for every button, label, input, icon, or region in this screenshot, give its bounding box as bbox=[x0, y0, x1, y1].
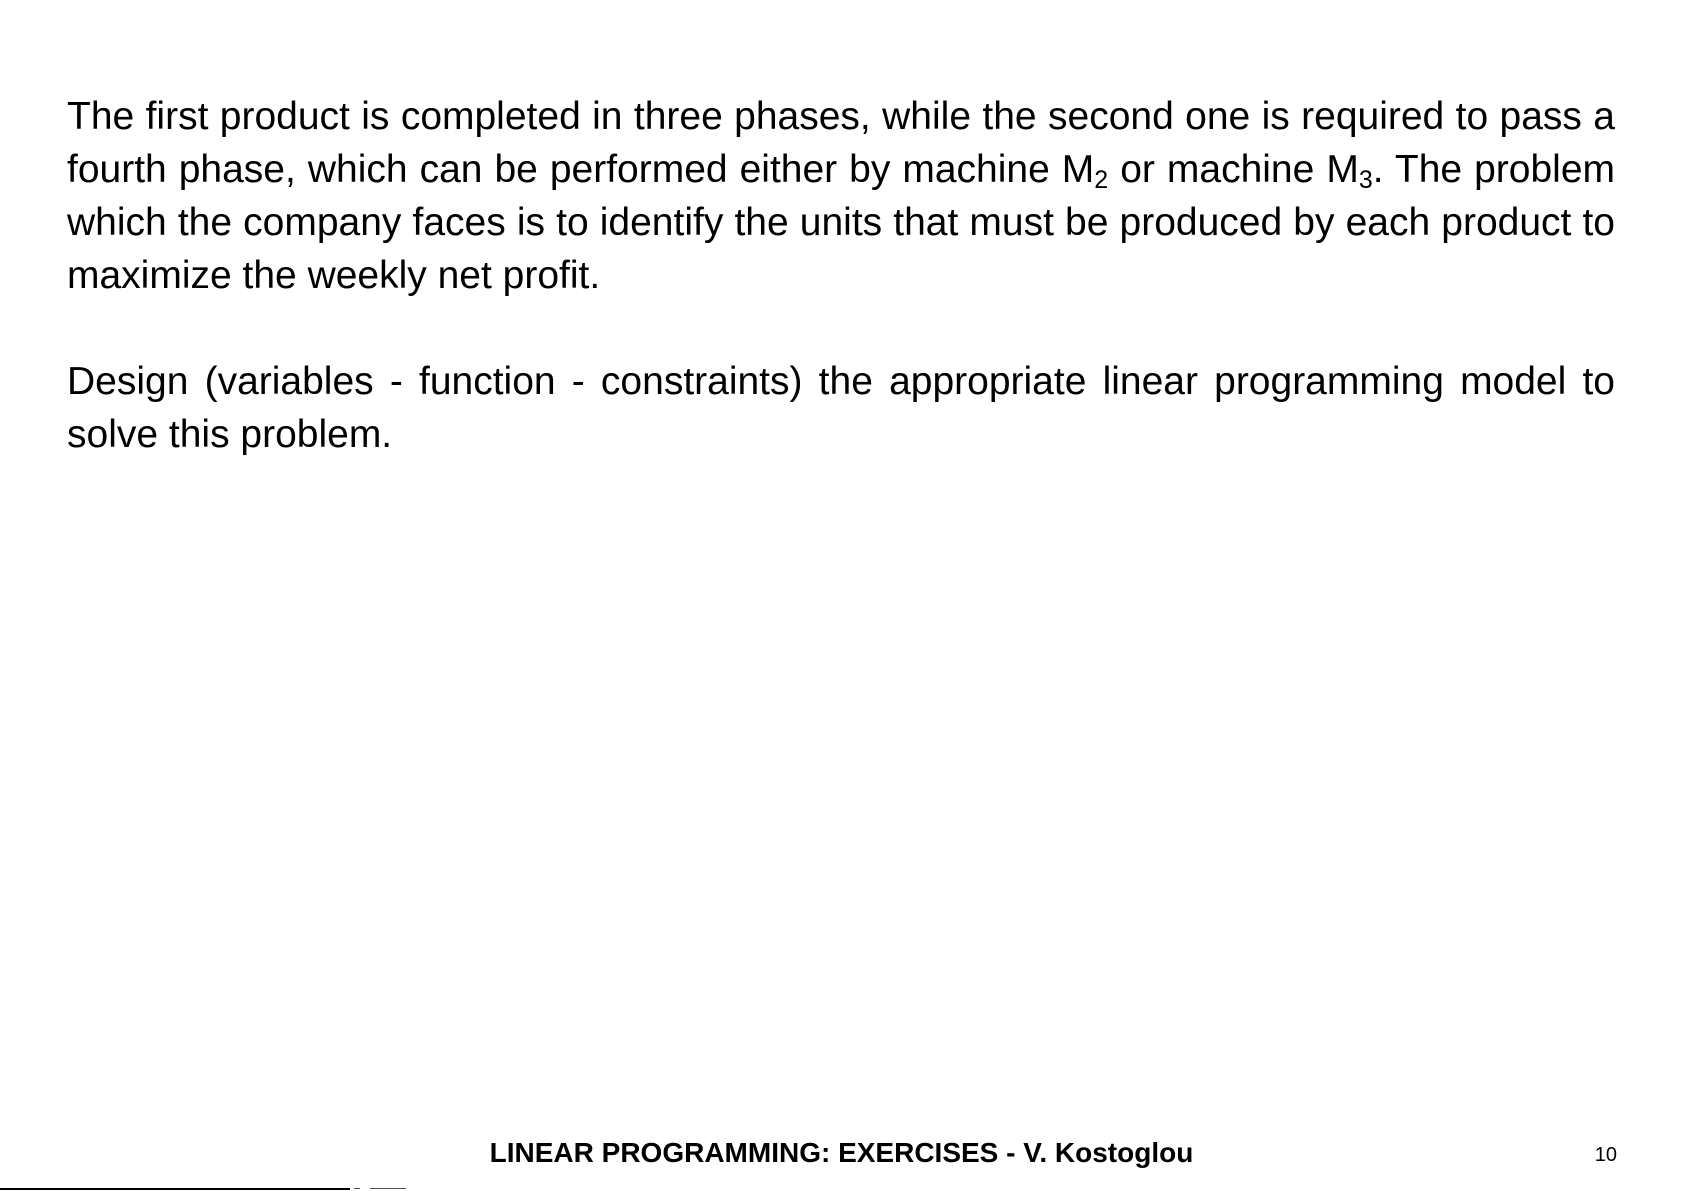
subscript-machine-3: 3 bbox=[1358, 166, 1373, 194]
paragraph-text-part-1: The first product is completed in three phases, while the second one is required to pass a fourth phase, which can be performed either by machine M bbox=[67, 95, 1615, 191]
task-instruction-paragraph: Design (variables - function - constraints) the appropriate linear programming model to solve this problem. bbox=[67, 360, 1615, 456]
slide-body bbox=[67, 90, 1615, 461]
page-number: 10 bbox=[1594, 1144, 1617, 1166]
paragraph-text-part-3: . The problem which the company faces is to identify the units that must be produced by each product to maximize the weekly net profit. bbox=[67, 148, 1615, 297]
footer-divider-mark bbox=[354, 1188, 360, 1189]
problem-description-paragraph bbox=[67, 90, 1615, 302]
footer-divider bbox=[0, 1188, 350, 1190]
footer-divider-mark bbox=[370, 1188, 406, 1189]
footer-title: LINEAR PROGRAMMING: EXERCISES - V. Kostoglou bbox=[489, 1137, 1194, 1168]
paragraph-text-part-2: or machine M bbox=[1108, 148, 1359, 191]
subscript-machine-2: 2 bbox=[1094, 166, 1109, 194]
